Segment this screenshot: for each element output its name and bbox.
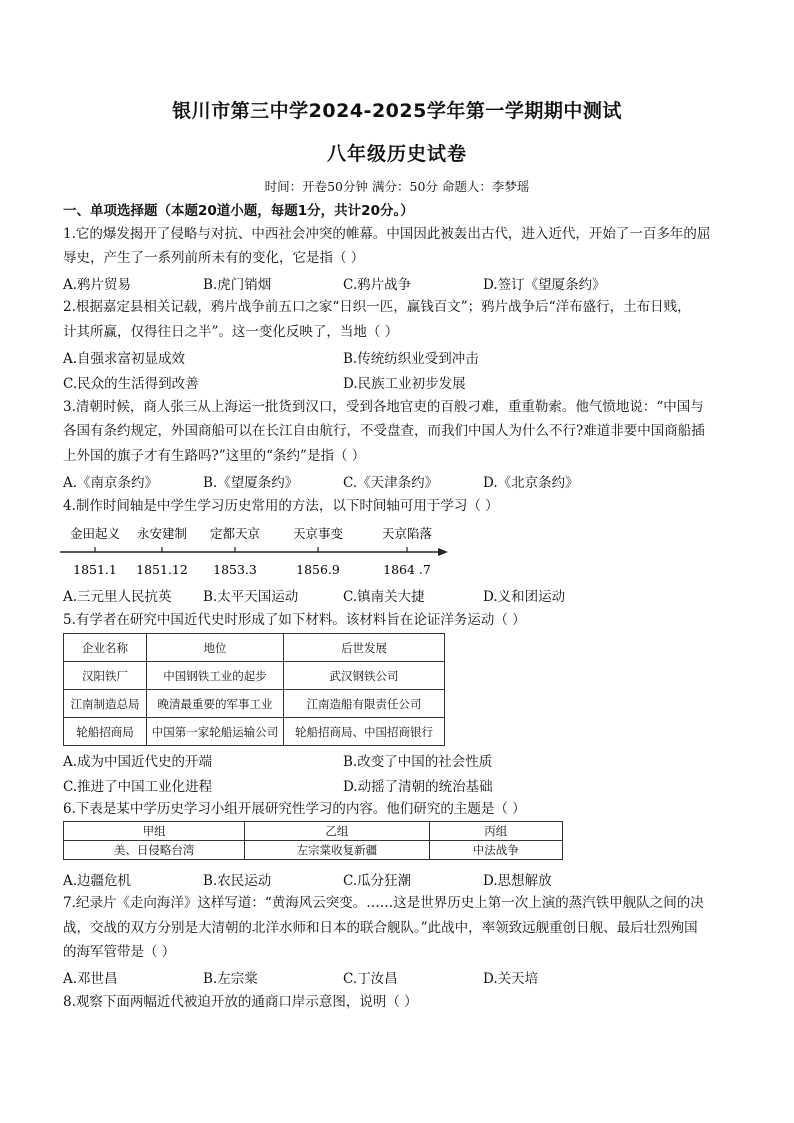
q2-option-a: A.自强求富初显成效 <box>63 351 186 367</box>
q2-line1: 2.根据嘉定县相关记载，鸦片战争前五口之家“日织一匹，赢钱百文”；鸦片战争后“洋布盛行，土布日贱， <box>63 299 691 315</box>
timeline-arrow <box>438 548 448 556</box>
timeline-date-label: 1864 .7 <box>383 562 431 577</box>
q5-option-c: C.推进了中国工业化进程 <box>63 779 213 795</box>
exam-title: 银川市第三中学2024-2025学年第一学期期中测试 <box>172 100 622 122</box>
q7-line2: 战，交战的双方分别是大清朝的北洋水师和日本的联合舰队。”此战中，率领致远舰重创日舰、最后壮烈殉国 <box>63 920 698 936</box>
q3-line3: 上外国的旗子才有生路吗?”这里的“条约”是指（ ） <box>63 448 366 464</box>
q4-line1: 4.制作时间轴是中学生学习历史常用的方法，以下时间轴可用于学习（ ） <box>63 498 499 514</box>
table-header-cell: 甲组 <box>64 822 245 841</box>
table-row <box>64 718 445 746</box>
table-header-row <box>64 634 445 662</box>
table-cell: 轮船招商局 <box>64 718 147 746</box>
q1-line2: 辱史，产生了一系列前所未有的变化，它是指（ ） <box>63 250 365 266</box>
table-row <box>64 662 445 690</box>
table-cell: 美、日侵略台湾 <box>64 841 245 860</box>
table-header-cell: 地位 <box>147 634 284 662</box>
timeline-figure <box>60 520 460 582</box>
table-cell: 中国第一家轮船运输公司 <box>147 718 284 746</box>
q2-option-d: D.民族工业初步发展 <box>343 376 466 392</box>
timeline-event-label: 永安建制 <box>136 526 188 541</box>
q3-option-b: B.《望厦条约》 <box>203 475 299 491</box>
q6-line1: 6.下表是某中学历史学习小组开展研究性学习的内容。他们研究的主题是（ ） <box>63 801 526 817</box>
table-row <box>64 841 563 860</box>
timeline-date-label: 1851.12 <box>136 562 188 577</box>
q5-table <box>63 633 445 746</box>
table-cell: 中国钢铁工业的起步 <box>147 662 284 690</box>
q4-option-d: D.义和团运动 <box>483 589 566 605</box>
q5-line1: 5.有学者在研究中国近代史时形成了如下材料。该材料旨在论证洋务运动（ ） <box>63 612 526 628</box>
q6-option-a: A.边疆危机 <box>63 873 132 889</box>
table-cell: 中法战争 <box>429 841 562 860</box>
q6-option-c: C.瓜分狂潮 <box>343 873 412 889</box>
q7-option-c: C.丁汝昌 <box>343 971 398 987</box>
timeline-date-label: 1856.9 <box>296 562 340 577</box>
q1-line1: 1.它的爆发揭开了侵略与对抗、中西社会冲突的帷幕。中国因此被轰出古代，进入近代，开始了一百多年的屈 <box>63 226 711 242</box>
table-cell: 武汉钢铁公司 <box>284 662 445 690</box>
q1-option-b: B.虎门销烟 <box>203 277 272 293</box>
q3-option-a: A.《南京条约》 <box>63 475 159 491</box>
table-cell: 轮船招商局、中国招商银行 <box>284 718 445 746</box>
table-header-cell: 后世发展 <box>284 634 445 662</box>
table-cell: 江南制造总局 <box>64 690 147 718</box>
table-cell: 左宗棠收复新疆 <box>245 841 429 860</box>
timeline-event-label: 定都天京 <box>209 526 261 541</box>
q8-line1: 8.观察下面两幅近代被迫开放的通商口岸示意图，说明（ ） <box>63 994 418 1010</box>
q4-option-c: C.镇南关大捷 <box>343 589 425 605</box>
q3-line2: 各国有条约规定，外国商船可以在长江自由航行，不受盘查，而我们中国人为什么不行?难道非要中国商船插 <box>63 423 705 439</box>
q5-option-d: D.动摇了清朝的统治基础 <box>343 779 493 795</box>
q6-table <box>63 821 563 860</box>
table-header-row <box>64 822 563 841</box>
q4-option-b: B.太平天国运动 <box>203 589 299 605</box>
q7-option-d: D.关天培 <box>483 971 539 987</box>
q7-line3: 的海军管带是（ ） <box>63 944 176 960</box>
q5-option-a: A.成为中国近代史的开端 <box>63 754 213 770</box>
q6-option-d: D.思想解放 <box>483 873 552 889</box>
table-header-cell: 企业名称 <box>64 634 147 662</box>
q7-option-a: A.邓世昌 <box>63 971 118 987</box>
table-header-cell: 乙组 <box>245 822 429 841</box>
q3-option-d: D.《北京条约》 <box>483 475 579 491</box>
q1-option-d: D.签订《望厦条约》 <box>483 277 606 293</box>
timeline-date-label: 1851.1 <box>73 562 117 577</box>
q3-line1: 3.清朝时候，商人张三从上海运一批货到汉口，受到各地官吏的百般刁难，重重勒索。他气愤地说：“中国与 <box>63 399 704 415</box>
timeline-event-label: 金田起义 <box>69 526 121 541</box>
timeline-event-label: 天京陷落 <box>381 526 433 541</box>
table-header-cell: 丙组 <box>429 822 562 841</box>
section-heading: 一、单项选择题（本题20道小题，每题1分，共计20分。） <box>63 203 414 219</box>
q6-option-b: B.农民运动 <box>203 873 272 889</box>
q7-line1: 7.纪录片《走向海洋》这样写道：“黄海风云突变。……这是世界历史上第一次上演的蒸汽铁甲舰队之间的决 <box>63 895 704 911</box>
q7-option-b: B.左宗棠 <box>203 971 258 987</box>
q2-option-b: B.传统纺织业受到冲击 <box>343 351 479 367</box>
q2-option-c: C.民众的生活得到改善 <box>63 376 199 392</box>
q2-line2: 计其所赢，仅得往日之半”。这一变化反映了，当地（ ） <box>63 324 399 340</box>
exam-subtitle: 八年级历史试卷 <box>326 143 467 165</box>
table-cell: 晚清最重要的军事工业 <box>147 690 284 718</box>
table-cell: 汉阳铁厂 <box>64 662 147 690</box>
q1-option-a: A.鸦片贸易 <box>63 277 132 293</box>
q1-option-c: C.鸦片战争 <box>343 277 412 293</box>
q5-option-b: B.改变了中国的社会性质 <box>343 754 493 770</box>
table-row <box>64 690 445 718</box>
q3-option-c: C.《天津条约》 <box>343 475 439 491</box>
q4-option-a: A.三元里人民抗英 <box>63 589 172 605</box>
table-cell: 江南造船有限责任公司 <box>284 690 445 718</box>
timeline-date-label: 1853.3 <box>213 562 257 577</box>
exam-meta: 时间：开卷50分钟 满分：50分 命题人：李梦瑶 <box>264 179 530 194</box>
timeline-event-label: 天京事变 <box>292 526 344 541</box>
